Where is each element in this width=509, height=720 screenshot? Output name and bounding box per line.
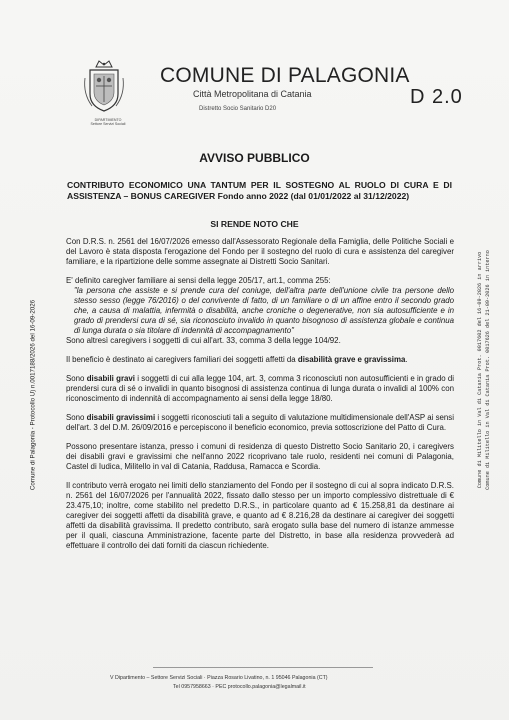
paragraph-definition: E' definito caregiver familiare ai sensi della legge 205/17, art.1, comma 255: — [66, 276, 331, 285]
beneficio-text: Il beneficio è destinato ai caregivers familiari dei soggetti affetti da — [66, 355, 298, 364]
page-title: COMUNE DI PALAGONIA — [160, 64, 410, 87]
protocol-stamp-left: Comune di Palagonia - Protocollo U) n.0017188/2026 del 16-09-2026 — [29, 299, 37, 491]
paragraph-disabili-gravi — [66, 374, 454, 404]
notice-body — [66, 237, 454, 560]
beneficio-end: . — [405, 355, 408, 364]
protocol-stamp-right-1: Comune di Militello in Val di Catania Prot. 0017602 del 16-09-2026 in arrivo — [477, 251, 483, 489]
gravi-bold: disabili gravi — [86, 374, 135, 383]
footer-address: V Dipartimento – Settore Servizi Sociali · Piazza Rosario Livatino, n. 1 95046 Palagonia (CT) — [110, 675, 328, 681]
protocol-stamp-right-2: Comune di Militello in Val di Catania Prot. 0017626 del 21-09-2026 in interno — [485, 250, 491, 490]
district-label: Distretto Socio Sanitario D20 — [199, 106, 277, 112]
notice-headline: CONTRIBUTO ECONOMICO UNA TANTUM PER IL SOSTEGNO AL RUOLO DI CURA E DI ASSISTENZA – BONUS CAREGIVER Fondo anno 2022 (dal 01/01/2022 al 31/12/2022) — [67, 180, 452, 201]
gravissimi-bold: disabili gravissimi — [86, 413, 156, 422]
definition-quote: "la persona che assiste e si prende cura del coniuge, dell'altra parte dell'unione civile tra persone dello stesso sesso (legge 76/2016) o del convivente di fatto, di un familiare o di un affine entro il secondo grado che, a causa di malattia, infermità o disabilità, anche croniche o degenerative, non sia autosufficiente e in grado di prendersi cura di sé, sia riconosciuto invalido in quanto bisognoso di assistenza globale e continua di lunga durata o sia titolare di indennità di accompagnamento" — [74, 286, 454, 335]
crest-caption: DIPARTIMENTO Settore Servizi Sociali — [90, 118, 126, 127]
gravi-text: i soggetti di cui alla legge 104, art. 3, comma 3 riconosciuti non autosufficienti e in grado di prendersi cura di sé o invalidi in quanto bisognosi di assistenza continua di lunga durata o invalidi al 100% con riconoscimento di indennità di accompagnamento ai sensi della legge 18/80. — [66, 374, 454, 403]
gravissimi-intro: Sono — [66, 413, 87, 422]
handwritten-stamp: D 2.0 — [410, 86, 463, 108]
rende-noto-heading: SI RENDE NOTO CHE — [210, 219, 299, 229]
gravi-intro: Sono — [66, 374, 87, 383]
footer-divider — [153, 667, 373, 668]
subtitle: Città Metropolitana di Catania — [193, 89, 312, 99]
municipal-crest-icon — [82, 58, 126, 114]
paragraph-beneficio — [66, 355, 454, 365]
paragraph-contributo: Il contributo verrà erogato nei limiti dello stanziamento del Fondo per il sostegno di cui al sopra indicato D.R.S. n. 2561 del 16/07/2026 per l'annualità 2022, fissato dallo stesso per un importo complessivo distrettuale di € 23.475,10; inoltre, come stabilito nel predetto D.R.S., in particolare quanto ad € 15.258,81 da destinare ai caregiver dei soggetti affetti da disabilità grave, e quanto ad € 8.216,28 da destinare ai caregiver dei soggetti affetti da disabilità gravissima. Il predetto contributo, sarà erogato sulla base del numero di istanze ammesse per il quali, ciascuna Amministrazione, facente parte del Distretto, in base alla residenza provvederà ad effettuare il controllo dei dati forniti da ciascun richiedente. — [66, 481, 454, 550]
gravissimi-text: i soggetti riconosciuti tali a seguito di valutazione multidimensionale dell'ASP ai sensi dell'art. 3 del D.M. 26/09/2016 e percepiscono il beneficio economico, previa sottoscrizione del Patto di Cura. — [66, 413, 454, 432]
paragraph-istanza: Possono presentare istanza, presso i comuni di residenza di questo Distretto Socio Sanitario 20, i caregivers dei disabili gravi e gravissimi che nell'anno 2022 ricoprivano tale ruolo, residenti nei comuni di Palagonia, Castel di Iudica, Militello in val di Catania, Raddusa, Ramacca e Scordia. — [66, 442, 454, 471]
paragraph-caregivers: Sono altresì caregivers i soggetti di cui all'art. 33, comma 3 della legge 104/92. — [66, 336, 341, 345]
paragraph-disabili-gravissimi — [66, 413, 454, 433]
footer-contacts: Tel 0957958663 · PEC protocollo.palagonia@legalmail.it — [173, 684, 306, 690]
notice-title: AVVISO PUBBLICO — [199, 151, 310, 165]
paragraph-drs: Con D.R.S. n. 2561 del 16/07/2026 emesso dall'Assessorato Regionale della Famiglia, delle Politiche Sociali e del Lavoro è stata disposta l'erogazione del Fondo per il sostegno del ruolo di cura e assistenza del caregiver familiare, e la ripartizione delle somme assegnate ai Distretti Socio Sanitari. — [66, 237, 454, 266]
beneficio-bold: disabilità grave e gravissima — [297, 355, 406, 364]
